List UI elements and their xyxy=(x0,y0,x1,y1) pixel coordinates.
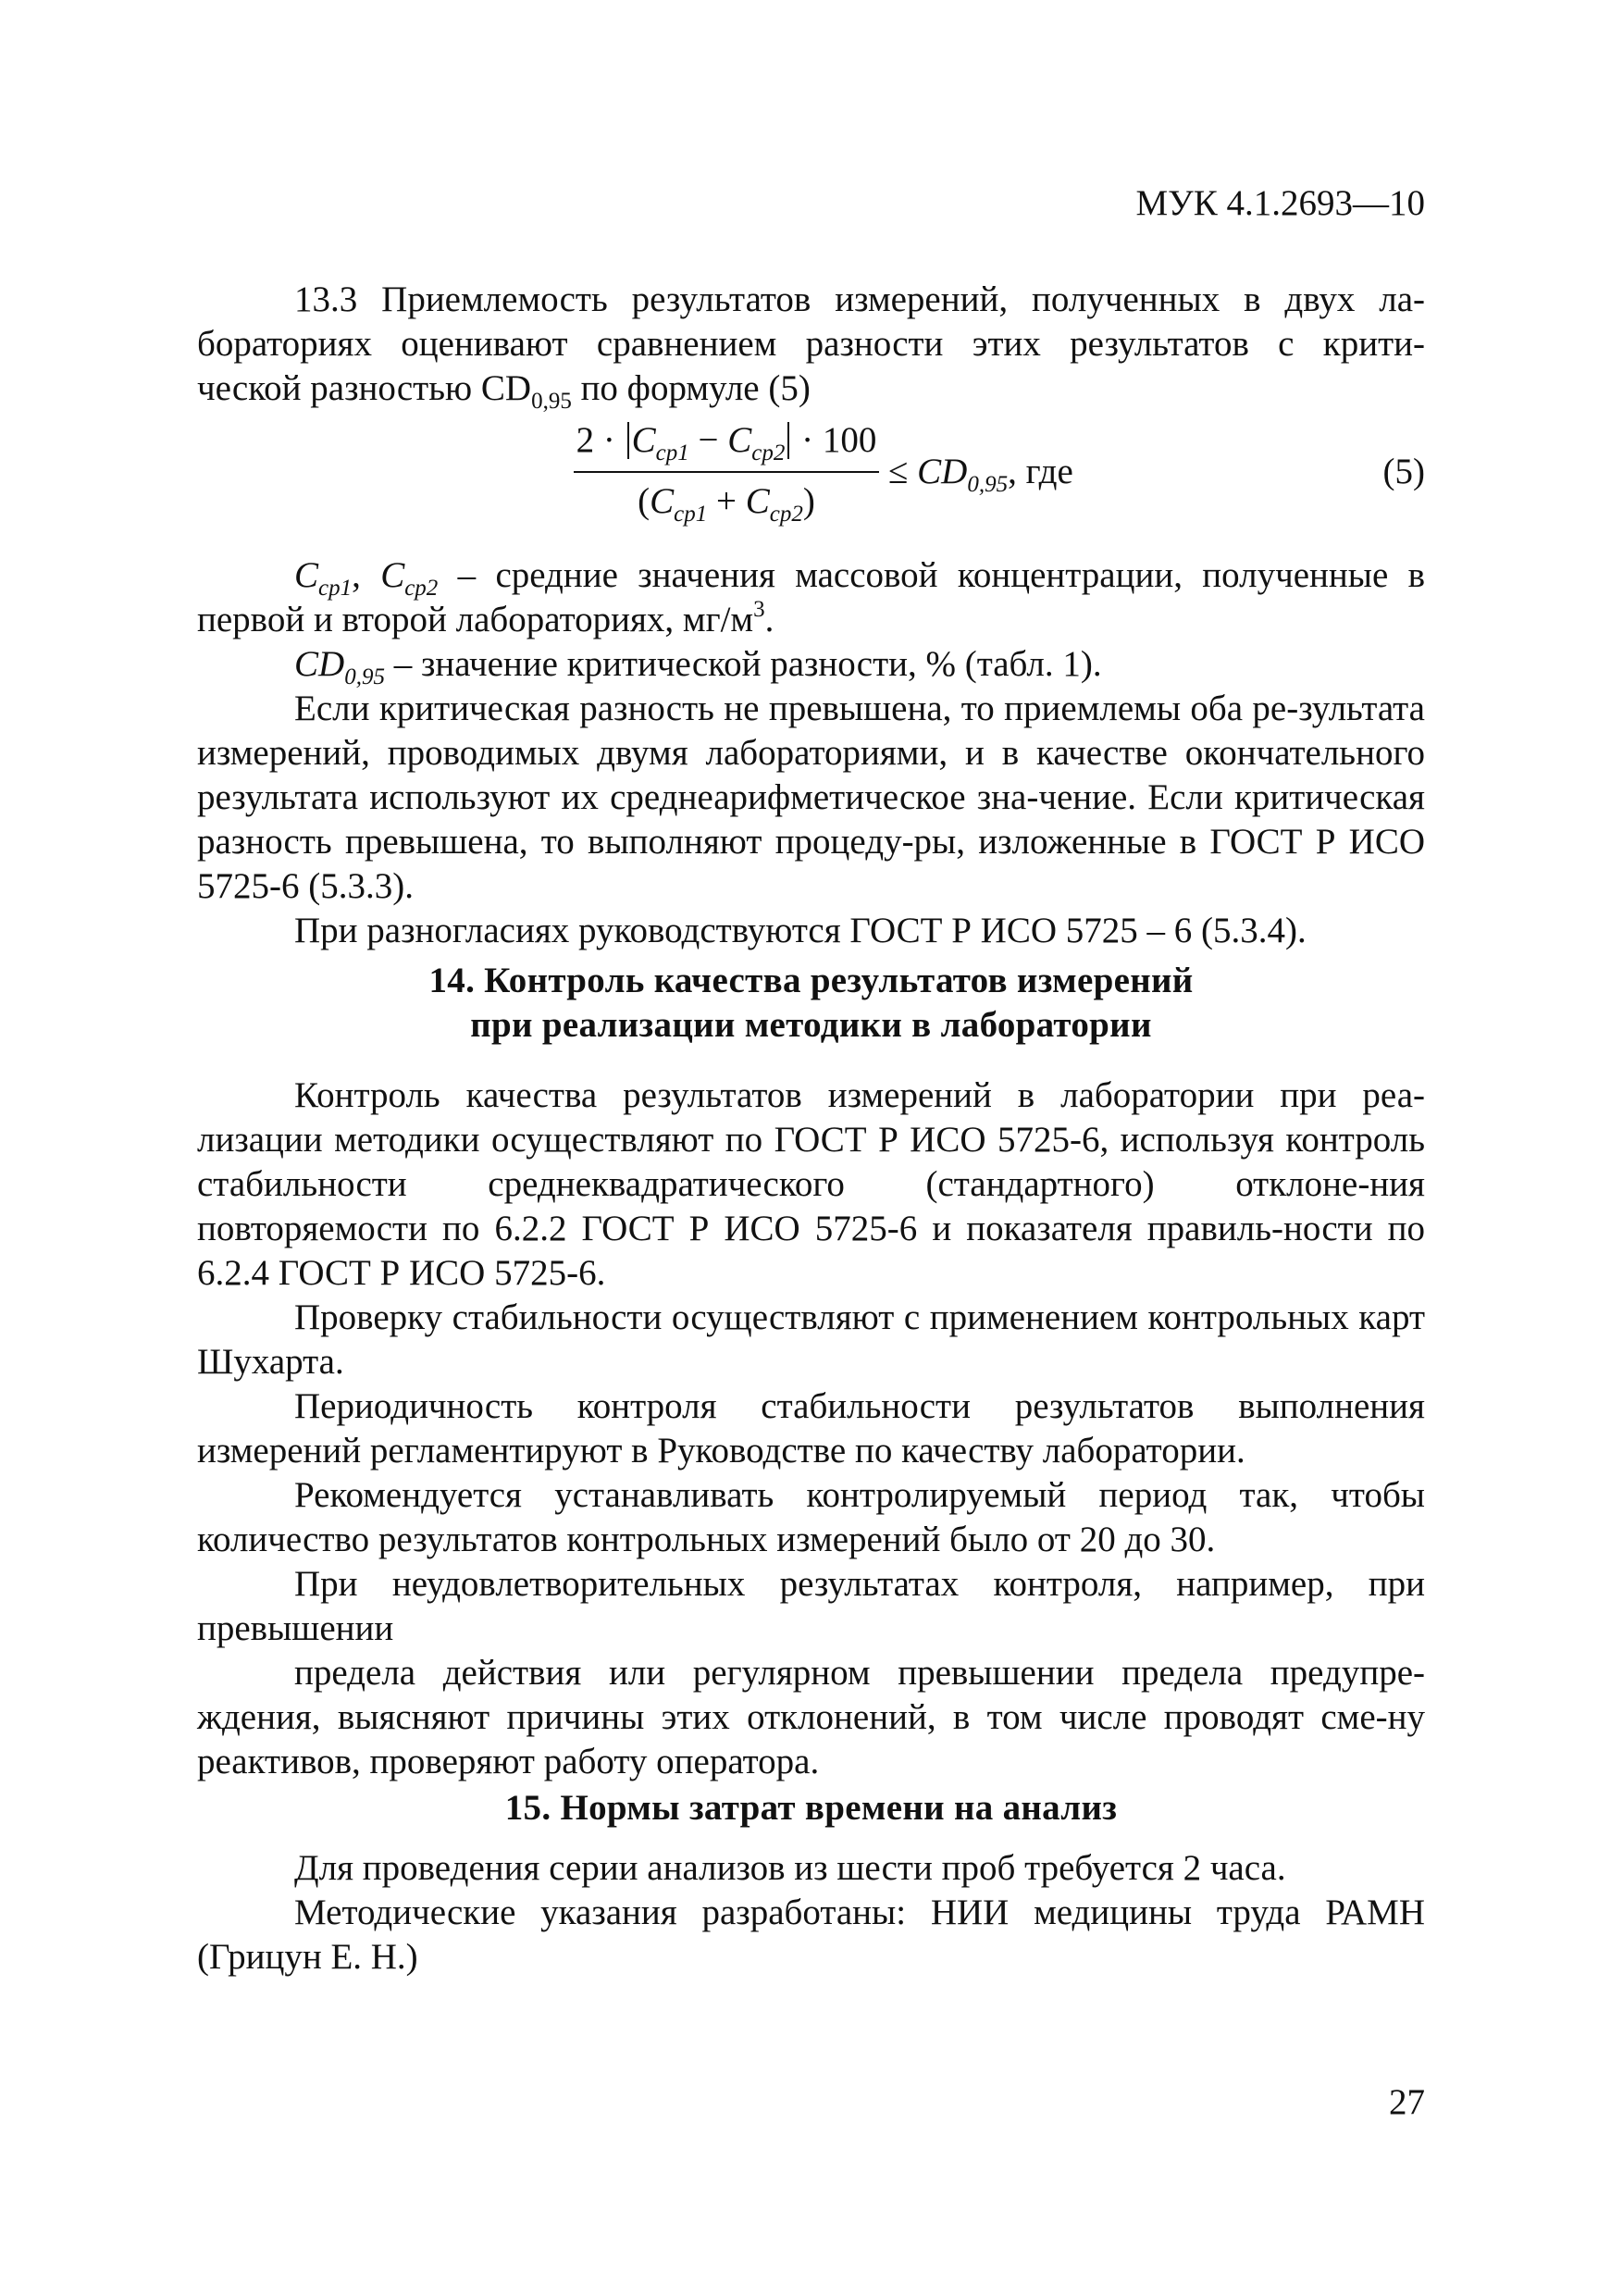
subscript: cp2 xyxy=(404,576,439,601)
paragraph xyxy=(197,322,1425,366)
text-line: ческой разностью CD xyxy=(197,368,532,408)
superscript: 3 xyxy=(753,597,765,622)
abs-bar-left xyxy=(627,422,629,459)
formula-text: , где xyxy=(1008,452,1073,491)
formula-rhs xyxy=(888,450,1073,497)
section-13-3-intro xyxy=(197,278,1425,414)
text-line: по формуле (5) xyxy=(571,368,811,408)
abs-bar-right xyxy=(787,422,789,459)
subscript: ср1 xyxy=(674,502,708,527)
section-15-heading xyxy=(197,1786,1425,1831)
paragraph: Методические указания разработаны: НИИ медицины труда РАМН (Грицун Е. Н.) xyxy=(197,1893,1425,1977)
text: – средние значения массовой концентрации, полученные в xyxy=(438,555,1425,595)
paragraph: Контроль качества результатов измерений в лаборатории при реа-лизации методики осуществляют по ГОСТ Р ИСО 5725-6, используя контроль стабильности среднеквадратического (стандартного) отклоне-ния повторяемости по 6.2.2 ГОСТ Р ИСО 5725-6 и показателя правиль-ности по 6.2.4 ГОСТ Р ИСО 5725-6. xyxy=(197,1075,1425,1293)
formula-operator: + xyxy=(707,481,746,521)
formula-numerator xyxy=(574,418,879,463)
text-line: бораториях оценивают сравнением разности этих результатов с крити- xyxy=(197,324,1425,364)
section-13-3-body xyxy=(197,553,1425,953)
text: , xyxy=(352,555,381,595)
paragraph: Рекомендуется устанавливать контролируемый период так, чтобы количество результатов контрольных измерений было от 20 до 30. xyxy=(197,1475,1425,1559)
subscript: ср2 xyxy=(751,441,786,465)
formula-term: C xyxy=(650,481,675,521)
text-line: 13.3 Приемлемость результатов измерений, полученных в двух ла- xyxy=(294,279,1425,319)
text: первой и второй лабораториях, мг/м xyxy=(197,600,754,639)
subscript: cp1 xyxy=(318,576,353,601)
formula-term: 2 · xyxy=(576,420,625,460)
heading-line: 15. Нормы затрат времени на анализ xyxy=(504,1788,1118,1828)
formula-operator: − xyxy=(688,420,728,460)
subscript: 0,95 xyxy=(531,389,572,414)
section-14-body xyxy=(197,1074,1425,1784)
paragraph: Для проведения серии анализов из шести проб требуется 2 часа. xyxy=(294,1848,1286,1888)
paragraph: Проверку стабильности осуществляют с применением контрольных карт Шухарта. xyxy=(197,1297,1425,1382)
symbol: CD xyxy=(294,644,345,684)
formula-5 xyxy=(574,418,1425,548)
formula-denominator xyxy=(574,479,879,527)
section-14-heading xyxy=(197,959,1425,1048)
paragraph: Периодичность контроля стабильности результатов выполнения измерений регламентируют в Руководстве по качеству лаборатории. xyxy=(197,1386,1425,1471)
subscript: 0,95 xyxy=(967,472,1009,497)
paragraph xyxy=(197,278,1425,322)
formula-term: C xyxy=(631,420,656,460)
definition-c xyxy=(197,553,1425,601)
document-code: МУК 4.1.2693—10 xyxy=(1135,183,1425,223)
text: . xyxy=(764,600,774,639)
formula-operator: ≤ xyxy=(888,452,918,491)
formula-paren: ) xyxy=(802,481,815,521)
heading-line: при реализации методики в лаборатории xyxy=(470,1005,1152,1045)
paragraph xyxy=(197,366,1425,414)
formula-term: C xyxy=(745,481,770,521)
subscript: ср2 xyxy=(769,502,803,527)
text: – значение критической разности, % (табл. 1). xyxy=(384,644,1102,684)
formula-term: · 100 xyxy=(792,420,877,460)
formula-term: C xyxy=(727,420,752,460)
paragraph: При неудовлетворительных результатах контроля, например, при превышении xyxy=(197,1564,1425,1648)
fraction-bar xyxy=(574,471,879,473)
paragraph: Если критическая разность не превышена, то приемлемы оба ре-зультата измерений, проводимых двумя лабораториями, и в качестве окончательного результата используют их среднеарифметическое зна-чение. Если критическая разность превышена, то выполняют процеду-ры, изложенные в ГОСТ Р ИСО 5725-6 (5.3.3). xyxy=(197,689,1425,906)
section-15-body xyxy=(197,1846,1425,1980)
definition-c-cont xyxy=(197,598,1425,642)
symbol: C xyxy=(294,555,319,595)
definition-cd xyxy=(197,642,1425,687)
subscript: 0,95 xyxy=(344,664,385,689)
page-number: 27 xyxy=(1389,2082,1425,2122)
paragraph: предела действия или регулярном превышении предела предупре-ждения, выясняют причины этих отклонений, в том числе проводят сме-ну реактивов, проверяют работу оператора. xyxy=(197,1653,1425,1781)
formula-paren: ( xyxy=(638,481,650,521)
symbol: C xyxy=(380,555,405,595)
heading-line: 14. Контроль качества результатов измерений xyxy=(428,961,1194,1000)
equation-number: (5) xyxy=(1382,452,1425,491)
subscript: ср1 xyxy=(655,441,689,465)
paragraph: При разногласиях руководствуются ГОСТ Р ИСО 5725 – 6 (5.3.4). xyxy=(294,911,1307,950)
formula-term: CD xyxy=(917,452,968,491)
